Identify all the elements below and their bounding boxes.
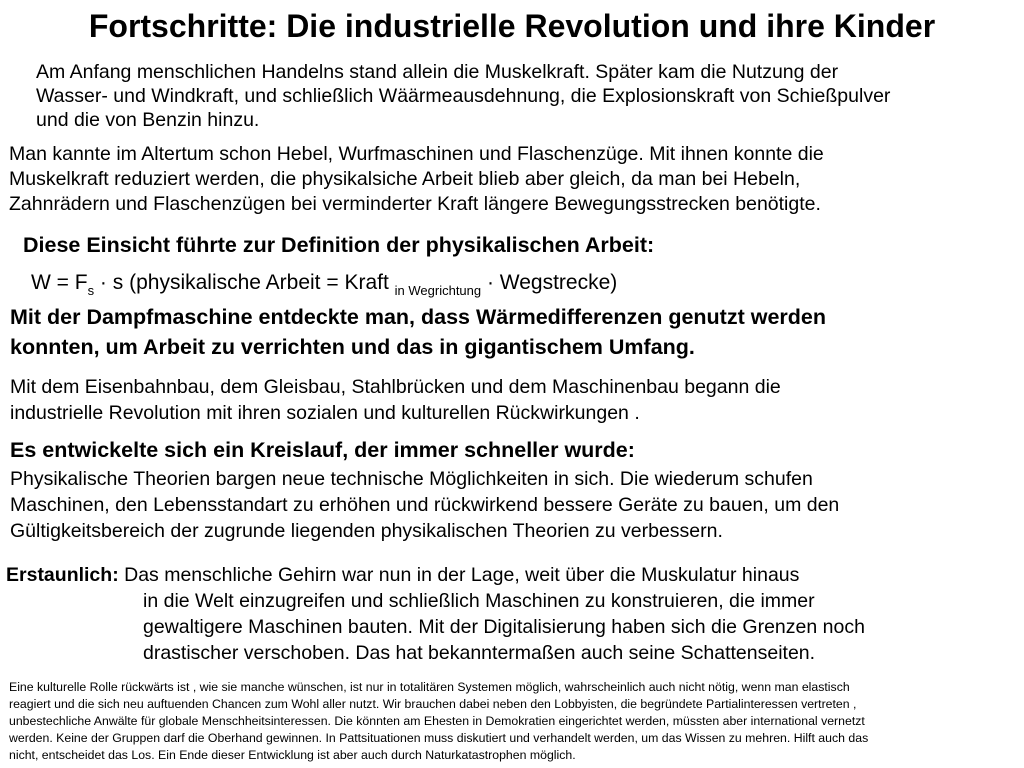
work-formula <box>31 268 617 306</box>
text-line: Mit der Dampfmaschine entdeckte man, dass Wärmedifferenzen genutzt werden <box>10 305 826 329</box>
steam-engine-heading <box>10 302 826 362</box>
footnote <box>9 679 868 764</box>
intro-paragraph <box>36 60 890 132</box>
text-line: drastischer verschoben. Das hat bekanntermaßen auch seine Schattenseiten. <box>143 642 816 664</box>
text-line: konnten, um Arbeit zu verrichten und das in gigantischem Umfang. <box>10 335 695 359</box>
text-line: gewaltigere Maschinen bauten. Mit der Digitalisierung haben sich die Grenzen noch <box>143 616 865 638</box>
text-line: Am Anfang menschlichen Handelns stand allein die Muskelkraft. Später kam die Nutzung der <box>36 61 839 83</box>
text-line: Mit dem Eisenbahnbau, dem Gleisbau, Stahlbrücken und dem Maschinenbau begann die <box>10 376 781 398</box>
antiquity-paragraph <box>9 142 824 217</box>
railway-paragraph <box>10 374 781 426</box>
text-line: Wasser- und Windkraft, und schließlich Wäärmeausdehnung, die Explosionskraft von Schießpulver <box>36 85 891 107</box>
text-line: Maschinen, den Lebensstandart zu erhöhen und rückwirkend bessere Geräte zu bauen, um den <box>10 494 840 516</box>
footnote-line: reagiert und die sich neu auftuenden Chancen zum Wohl aller nutzt. Wir brauchen dabei neben den Lobbyisten, die begründete Partialinteressen vertreten , <box>9 697 857 711</box>
text-line: Muskelkraft reduziert werden, die physikalsiche Arbeit blieb aber gleich, da man bei Hebeln, <box>9 168 801 190</box>
work-definition-heading: Diese Einsicht führte zur Definition der physikalischen Arbeit: <box>23 233 655 257</box>
text-line <box>6 562 865 588</box>
formula-lhs: W = F <box>31 271 88 294</box>
page-title: Fortschritte: Die industrielle Revolution und ihre Kinder <box>88 8 936 44</box>
formula-rhs: · Wegstrecke) <box>481 271 618 294</box>
footnote-line: unbestechliche Anwälte für globale Menschheitsinteressen. Die könnten am Ehesten in Demokratien eingerichtet werden, müssten aber international vernetzt <box>9 714 865 728</box>
text-line: Zahnrädern und Flaschenzügen bei verminderter Kraft längere Bewegungsstrecken benötigte. <box>9 193 821 215</box>
text-line: Gültigkeitsbereich der zugrunde liegenden physikalischen Theorien zu verbessern. <box>10 520 723 542</box>
formula-subscript-direction: in Wegrichtung <box>394 283 482 298</box>
amazing-label: Erstaunlich: <box>6 564 119 586</box>
text-line: Physikalische Theorien bargen neue technische Möglichkeiten in sich. Die wiederum schufen <box>10 468 813 490</box>
footnote-line: nicht, entscheidet das Los. Ein Ende dieser Entwicklung ist aber auch durch Naturkatastrophen möglich. <box>9 748 576 762</box>
amazing-first-line: Das menschliche Gehirn war nun in der Lage, weit über die Muskulatur hinaus <box>118 564 800 586</box>
cycle-heading: Es entwickelte sich ein Kreislauf, der immer schneller wurde: <box>10 438 635 462</box>
amazing-paragraph <box>6 562 865 666</box>
text-line: Man kannte im Altertum schon Hebel, Wurfmaschinen und Flaschenzüge. Mit ihnen konnte die <box>9 143 824 165</box>
text-line: und die von Benzin hinzu. <box>36 109 260 131</box>
cycle-paragraph <box>10 466 839 544</box>
formula-middle: · s (physikalische Arbeit = Kraft <box>94 271 395 294</box>
footnote-line: werden. Keine der Gruppen darf die Oberhand gewinnen. In Pattsituationen muss diskutiert und verhandelt werden, um das Wissen zu mehren. Hilft auch das <box>9 731 869 745</box>
footnote-line: Eine kulturelle Rolle rückwärts ist , wie sie manche wünschen, ist nur in totalitären Systemen möglich, wahrscheinlich auch nicht nötig, wenn man elastisch <box>9 680 850 694</box>
text-line: industrielle Revolution mit ihren sozialen und kulturellen Rückwirkungen . <box>10 402 640 424</box>
formula-subscript-s: s <box>87 283 95 298</box>
text-line: in die Welt einzugreifen und schließlich Maschinen zu konstruieren, die immer <box>143 590 815 612</box>
